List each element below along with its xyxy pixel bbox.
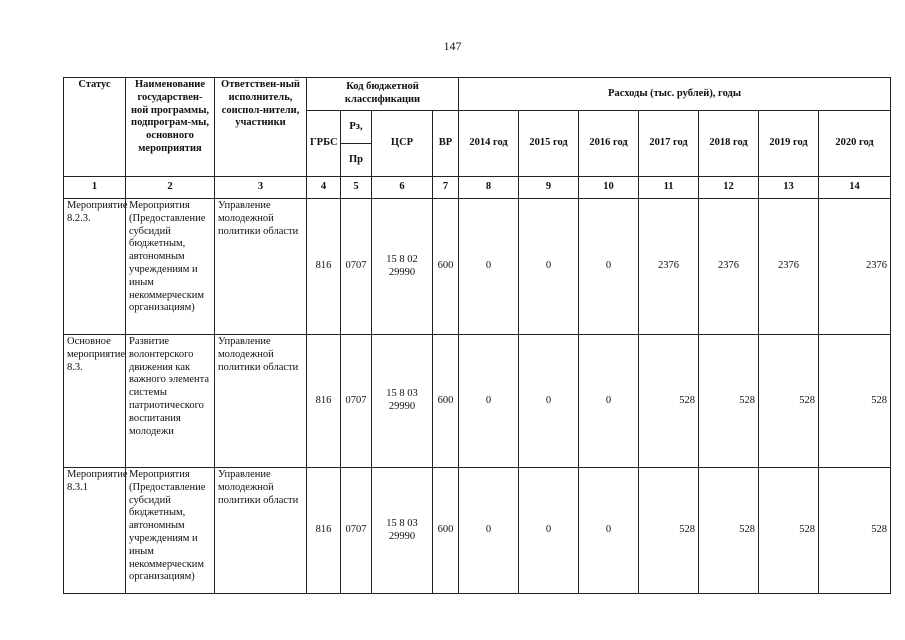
row-name: Мероприятия (Предоставление субсидий бюджетным, автономным учреждениям и иным некоммерческим организациям)	[126, 199, 215, 335]
row-rzpr: 0707	[341, 335, 372, 468]
row-value-2020: 2376	[819, 199, 891, 335]
header-name: Наименование государствен-ной программы, подпрограм-мы, основного мероприятия	[126, 78, 215, 177]
row-value-2019: 528	[759, 468, 819, 594]
row-status: Основное мероприятие 8.3.	[64, 335, 126, 468]
row-grbs: 816	[307, 199, 341, 335]
row-value-2018: 2376	[699, 199, 759, 335]
row-value-2015: 0	[519, 335, 579, 468]
column-index: 13	[759, 177, 819, 199]
row-name: Мероприятия (Предоставление субсидий бюджетным, автономным учреждениям и иным некоммерческим организациям)	[126, 468, 215, 594]
row-rzpr: 0707	[341, 199, 372, 335]
row-csr: 15 8 03 29990	[372, 335, 433, 468]
row-value-2020: 528	[819, 468, 891, 594]
table-row	[64, 199, 891, 335]
table-row	[64, 335, 891, 468]
row-responsible: Управление молодежной политики области	[215, 468, 307, 594]
row-value-2016: 0	[579, 468, 639, 594]
row-grbs: 816	[307, 335, 341, 468]
header-year-2014: 2014 год	[459, 111, 519, 177]
column-index: 9	[519, 177, 579, 199]
row-value-2017: 528	[639, 335, 699, 468]
budget-table	[63, 77, 891, 594]
row-vr: 600	[433, 468, 459, 594]
column-index: 11	[639, 177, 699, 199]
header-grbs: ГРБС	[307, 111, 341, 177]
header-year-2015: 2015 год	[519, 111, 579, 177]
row-vr: 600	[433, 335, 459, 468]
header-pr: Пр	[341, 144, 372, 177]
column-index: 3	[215, 177, 307, 199]
column-index: 2	[126, 177, 215, 199]
row-responsible: Управление молодежной политики области	[215, 199, 307, 335]
row-value-2015: 0	[519, 199, 579, 335]
header-year-2017: 2017 год	[639, 111, 699, 177]
row-value-2018: 528	[699, 468, 759, 594]
row-value-2016: 0	[579, 199, 639, 335]
column-index: 1	[64, 177, 126, 199]
column-index: 8	[459, 177, 519, 199]
row-status: Мероприятие 8.3.1	[64, 468, 126, 594]
header-expenses: Расходы (тыс. рублей), годы	[459, 78, 891, 111]
row-value-2016: 0	[579, 335, 639, 468]
row-grbs: 816	[307, 468, 341, 594]
column-index: 5	[341, 177, 372, 199]
header-responsible: Ответствен-ный исполнитель, соиспол-нители, участники	[215, 78, 307, 177]
row-value-2017: 2376	[639, 199, 699, 335]
row-value-2014: 0	[459, 199, 519, 335]
row-rzpr: 0707	[341, 468, 372, 594]
header-year-2020: 2020 год	[819, 111, 891, 177]
header-year-2018: 2018 год	[699, 111, 759, 177]
row-vr: 600	[433, 199, 459, 335]
column-index: 6	[372, 177, 433, 199]
column-index: 12	[699, 177, 759, 199]
table-row	[64, 468, 891, 594]
column-index: 7	[433, 177, 459, 199]
column-index: 4	[307, 177, 341, 199]
row-name: Развитие волонтерского движения как важного элемента системы патриотического воспитания молодежи	[126, 335, 215, 468]
row-value-2017: 528	[639, 468, 699, 594]
row-csr: 15 8 02 29990	[372, 199, 433, 335]
header-vr: ВР	[433, 111, 459, 177]
row-responsible: Управление молодежной политики области	[215, 335, 307, 468]
row-value-2018: 528	[699, 335, 759, 468]
header-status: Статус	[64, 78, 126, 177]
row-value-2019: 2376	[759, 199, 819, 335]
header-year-2016: 2016 год	[579, 111, 639, 177]
row-value-2014: 0	[459, 335, 519, 468]
row-value-2019: 528	[759, 335, 819, 468]
row-csr: 15 8 03 29990	[372, 468, 433, 594]
header-budget-code: Код бюджетной классификации	[307, 78, 459, 111]
header-csr: ЦСР	[372, 111, 433, 177]
column-index: 10	[579, 177, 639, 199]
header-year-2019: 2019 год	[759, 111, 819, 177]
row-value-2020: 528	[819, 335, 891, 468]
row-value-2014: 0	[459, 468, 519, 594]
row-value-2015: 0	[519, 468, 579, 594]
page-number: 147	[443, 39, 462, 53]
header-rz: Рз,	[341, 111, 372, 144]
row-status: Мероприятие 8.2.3.	[64, 199, 126, 335]
column-index: 14	[819, 177, 891, 199]
